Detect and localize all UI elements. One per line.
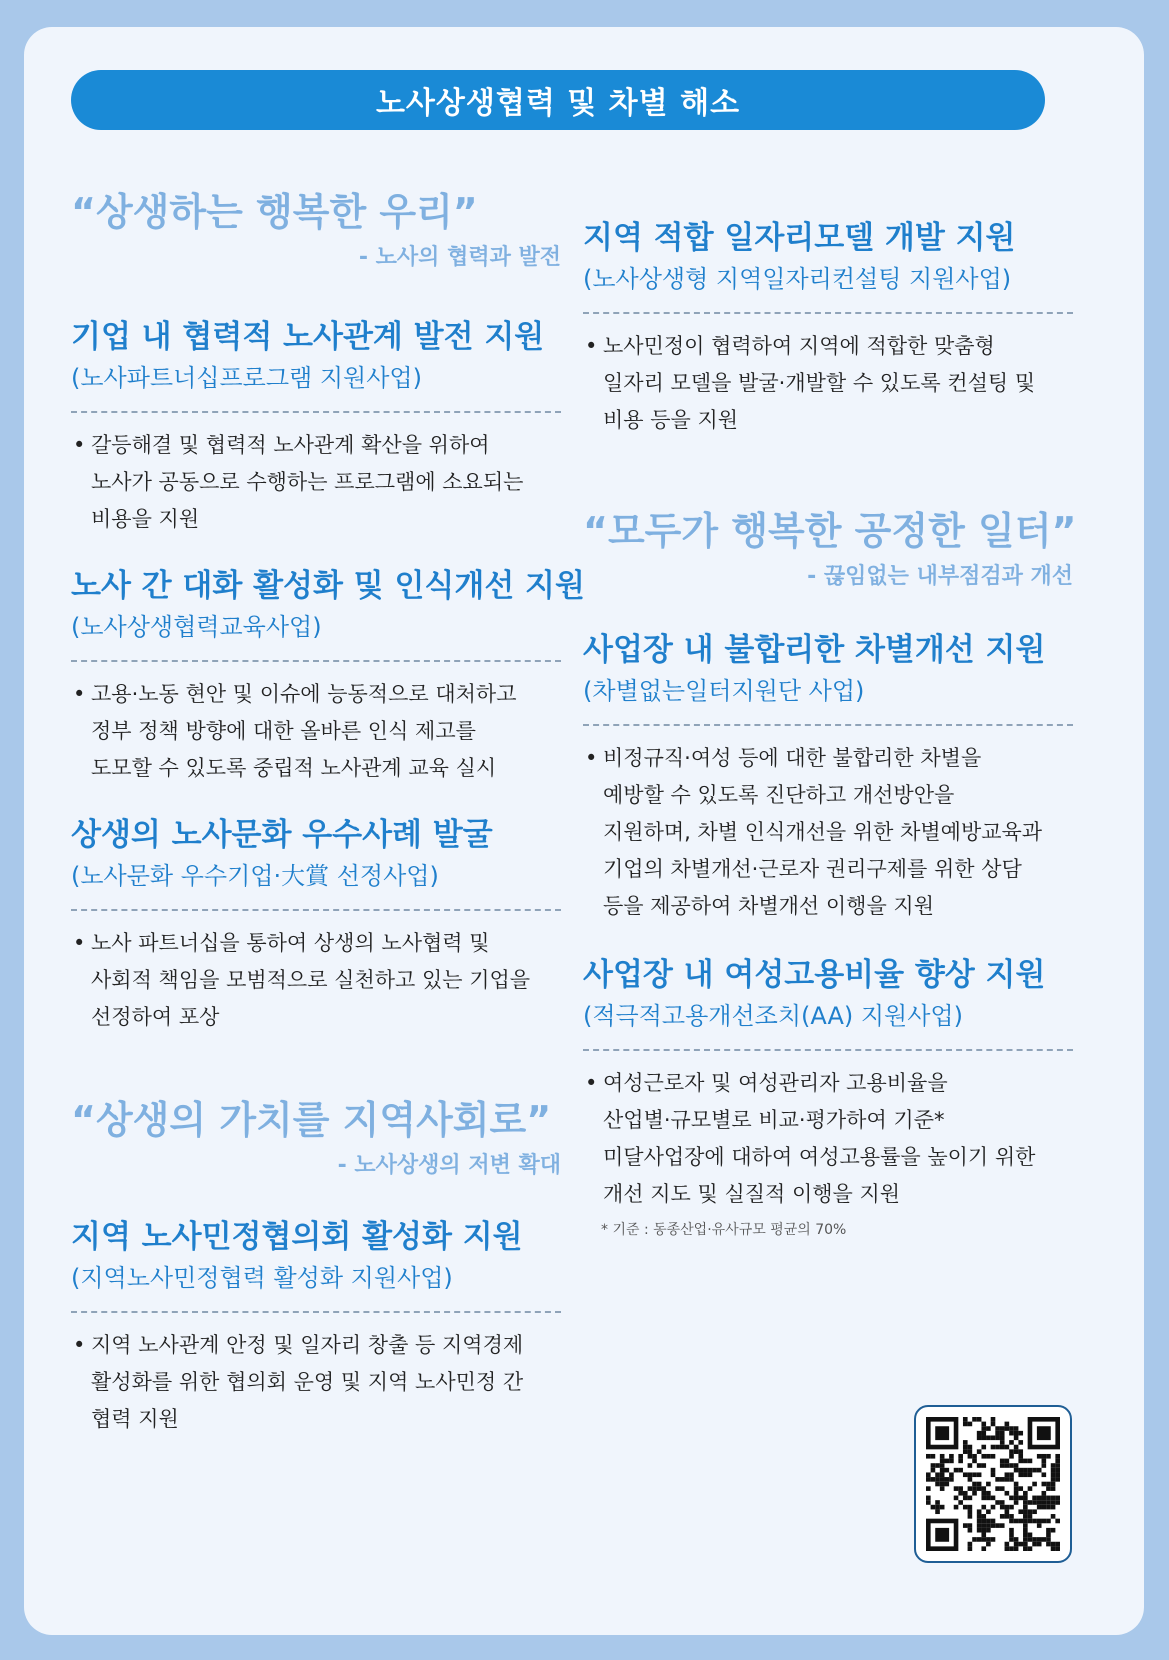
bullet-line: 비용 등을 지원 (603, 408, 739, 432)
quote-block (71, 190, 561, 271)
section-title: 사업장 내 여성고용비율 향상 지원 (583, 957, 1046, 993)
bullet-line: 기업의 차별개선·근로자 권리구제를 위한 상담 (603, 857, 1022, 881)
section-title: 상생의 노사문화 우수사례 발굴 (71, 817, 493, 853)
footnote: * 기준 : 동종산업·유사규모 평균의 70% (601, 1222, 847, 1238)
left-column (71, 190, 585, 1438)
bullet-dot: • (585, 746, 598, 770)
quote-subtitle: - 끊임없는 내부점검과 개선 (807, 564, 1073, 589)
section-subtitle: (노사파트너십프로그램 지원사업) (71, 364, 422, 392)
bullet-dot: • (73, 1333, 86, 1357)
section-block (583, 218, 1073, 439)
dashed-divider (583, 1049, 1073, 1051)
right-column (583, 190, 1077, 1239)
bullet-line: 개선 지도 및 실질적 이행을 지원 (603, 1182, 901, 1206)
bullet-line: 노사가 공동으로 수행하는 프로그램에 소요되는 (91, 470, 524, 494)
bullet-dot: • (73, 931, 86, 955)
bullet-line: 도모할 수 있도록 중립적 노사관계 교육 실시 (91, 756, 497, 780)
bullet-line: 비정규직·여성 등에 대한 불합리한 차별을 (603, 746, 982, 770)
bullet-line: 활성화를 위한 협의회 운영 및 지역 노사민정 간 (91, 1370, 524, 1394)
dashed-divider (71, 909, 561, 911)
dashed-divider (71, 1311, 561, 1313)
quote-block (583, 509, 1077, 590)
quote-subtitle: - 노사상생의 저변 확대 (337, 1153, 561, 1178)
quote-block (71, 1098, 561, 1179)
bullet-line: 여성근로자 및 여성관리자 고용비율을 (603, 1071, 948, 1095)
bullet-text (71, 676, 561, 787)
bullet-line: 협력 지원 (91, 1407, 179, 1431)
bullet-text (583, 1065, 1073, 1213)
bullet-line: 고용·노동 현안 및 이슈에 능동적으로 대처하고 (91, 682, 517, 706)
bullet-dot: • (585, 1071, 598, 1095)
bullet-dot: • (73, 682, 86, 706)
section-title: 사업장 내 불합리한 차별개선 지원 (583, 632, 1046, 668)
bullet-line: 지역 노사관계 안정 및 일자리 창출 등 지역경제 (91, 1333, 524, 1357)
bullet-line: 지원하며, 차별 인식개선을 위한 차별예방교육과 (603, 820, 1043, 844)
bullet-line: 갈등해결 및 협력적 노사관계 확산을 위하여 (91, 433, 490, 457)
bullet-line: 사회적 책임을 모범적으로 실천하고 있는 기업을 (91, 968, 531, 992)
section-subtitle: (노사상생형 지역일자리컨설팅 지원사업) (583, 265, 1012, 293)
bullet-text (71, 427, 561, 538)
qr-code[interactable] (914, 1405, 1072, 1563)
bullet-text (71, 1327, 561, 1438)
bullet-text (583, 328, 1073, 439)
section-title: 노사 간 대화 활성화 및 인식개선 지원 (71, 568, 585, 604)
section-block (583, 630, 1073, 925)
section-subtitle: (적극적고용개선조치(AA) 지원사업) (583, 1002, 963, 1030)
dashed-divider (71, 660, 561, 662)
section-title: 기업 내 협력적 노사관계 발전 지원 (71, 319, 545, 355)
section-subtitle: (노사문화 우수기업·大賞 선정사업) (71, 862, 439, 890)
bullet-line: 일자리 모델을 발굴·개발할 수 있도록 컨설팅 및 (603, 371, 1036, 395)
bullet-text (583, 740, 1073, 925)
bullet-dot: • (73, 433, 86, 457)
section-subtitle: (지역노사민정협력 활성화 지원사업) (71, 1264, 453, 1292)
section-title: 지역 적합 일자리모델 개발 지원 (583, 220, 1016, 256)
section-block (583, 955, 1073, 1239)
bullet-dot: • (585, 334, 598, 358)
dashed-divider (583, 312, 1073, 314)
quote-text: “모두가 행복한 공정한 일터” (583, 509, 1077, 553)
quote-text: “상생하는 행복한 우리” (71, 190, 478, 234)
section-block (71, 317, 561, 538)
bullet-line: 예방할 수 있도록 진단하고 개선방안을 (603, 783, 955, 807)
dashed-divider (583, 724, 1073, 726)
section-block (71, 815, 561, 1036)
quote-text: “상생의 가치를 지역사회로” (71, 1098, 552, 1142)
section-title: 지역 노사민정협의회 활성화 지원 (71, 1219, 523, 1255)
dashed-divider (71, 411, 561, 413)
section-block (71, 566, 585, 787)
bullet-line: 정부 정책 방향에 대한 올바른 인식 제고를 (91, 719, 476, 743)
bullet-text (71, 925, 561, 1036)
page-title-banner: 노사상생협력 및 차별 해소 (71, 70, 1045, 130)
section-block (71, 1217, 561, 1438)
bullet-line: 노사민정이 협력하여 지역에 적합한 맞춤형 (603, 334, 995, 358)
qr-code-icon (926, 1417, 1060, 1551)
bullet-line: 노사 파트너십을 통하여 상생의 노사협력 및 (91, 931, 490, 955)
bullet-line: 미달사업장에 대하여 여성고용률을 높이기 위한 (603, 1145, 1036, 1169)
section-subtitle: (노사상생협력교육사업) (71, 613, 322, 641)
bullet-line: 비용을 지원 (91, 507, 200, 531)
bullet-line: 등을 제공하여 차별개선 이행을 지원 (603, 894, 934, 918)
section-subtitle: (차별없는일터지원단 사업) (583, 677, 865, 705)
bullet-line: 선정하여 포상 (91, 1005, 220, 1029)
bullet-line: 산업별·규모별로 비교·평가하여 기준* (603, 1108, 945, 1132)
quote-subtitle: - 노사의 협력과 발전 (358, 245, 561, 270)
